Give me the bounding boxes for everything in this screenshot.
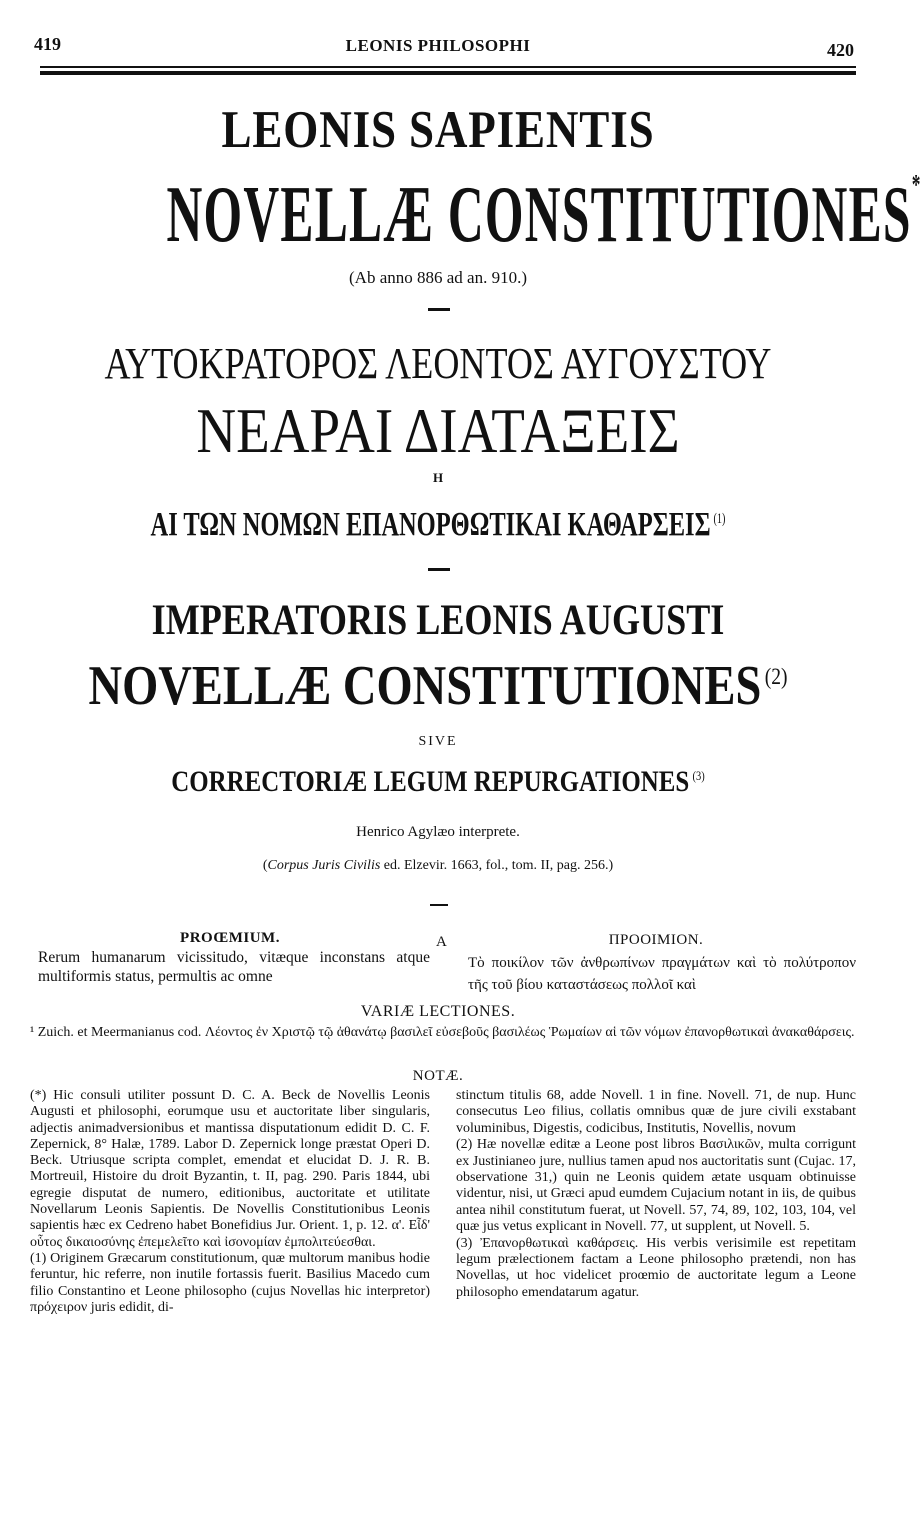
notae-heading: NOTÆ.	[412, 1068, 464, 1084]
prooemium-greek-text: Τὸ ποικίλον τῶν ἀνθρωπίνων πραγμάτων καὶ τὸ πολύτροπον τῆς τοῦ βίου καταστάσεως πολλοῖ καὶ	[468, 955, 856, 993]
running-title: LEONIS PHILOSOPHI	[345, 36, 531, 55]
separator-dash-1	[428, 308, 450, 311]
prooemium-greek-heading: ΠΡΟΟΙΜΙΟΝ.	[608, 932, 704, 948]
title-line-2: NOVELLÆ CONSTITUTIONES*	[166, 170, 922, 259]
note-2: (2) Hæ novellæ editæ a Leone post libros Βασιλικῶν, multa corrigunt ex Justinianeo jure, nullius tamen apud nos auctoritatis sunt (Cujac. 17, observatione 31,) quin ne Leonis quidem ætate usquam obtinuisse videntur, nisi, ut Græci apud eumdem Cujacium notant in iis, de quibus antea nihil constitutum fuerat, ut Novell. 57, 74, 89, 102, 103, 104, vel quæ jus vetus explicant in Novell. 77, ut supplent, ut Novell. 5.	[456, 1137, 856, 1235]
column-marker: A	[436, 934, 447, 950]
variae-lectiones-heading: VARIÆ LECTIONES.	[360, 1003, 516, 1020]
prooemium-latin-text: Rerum humanarum vicissitudo, vitæque inconstans atque multiformis status, permultis ac omne	[38, 949, 430, 985]
latin-title-line-2: NOVELLÆ CONSTITUTIONES $^{(2)}$	[88, 655, 788, 717]
footnote-ref-3: (3)	[692, 769, 705, 783]
latin-title-line-3: CORRECTORIÆ LEGUM REPURGATIONES $^{(3)}$	[171, 765, 705, 798]
footnote-ref-2: (2)	[764, 664, 788, 691]
notes-right-column	[456, 1088, 856, 1301]
greek-title-line-3: ΑΙ ΤΩΝ ΝΟΜΩΝ ΕΠΑΝΟΡΘΩΤΙΚΑΙ ΚΑΘΑΡΣΕΙΣ $^{(1)}$	[150, 506, 726, 543]
notes-left-column	[30, 1088, 430, 1316]
greek-title-line-2: ΝΕΑΡΑΙ ΔΙΑΤΑΞΕΙΣ	[196, 395, 680, 466]
separator-dash-2	[428, 568, 450, 571]
greek-title-or: Η	[432, 470, 444, 485]
title-line-1: LEONIS SAPIENTIS	[221, 101, 655, 159]
interpreter-line: Henrico Agylæo interprete.	[356, 824, 520, 840]
prooemium-latin-heading: PROŒMIUM.	[180, 930, 280, 946]
page-number-right: 420	[827, 40, 854, 60]
latin-title-line-1: IMPERATORIS LEONIS AUGUSTI	[151, 597, 725, 644]
note-1-continued: stinctum titulis 68, adde Novell. 1 in fine. Novell. 71, de nup. Hunc consecutus Leo filius, collatis omnibus quæ de jure civili exstabant voluminibus, Digestis, codicibus, Institutis, Novellis, novum	[456, 1088, 856, 1136]
page-number-left: 419	[34, 34, 61, 54]
separator-dash-3	[430, 904, 448, 906]
greek-title-line-1: ΑΥΤΟΚΡΑΤΟΡΟΣ ΛΕΟΝΤΟΣ ΑΥΓΟΥΣΤΟΥ	[104, 339, 772, 388]
footnote-ref-1: (1)	[713, 510, 726, 527]
latin-title-sive: SIVE	[418, 734, 458, 749]
title-asterisk: *	[911, 170, 922, 201]
variae-lectiones-text: ¹ Zuich. et Meermanianus cod. Λέοντος ἐν Χριστῷ τῷ ἀθανάτῳ βασιλεῖ εὐσεβοῦς βασιλέως Ῥωμαίων αἱ τῶν νόμων ἐπανορθωτικαὶ ἀνακαθάρσεις.	[30, 1025, 855, 1040]
source-line: (Corpus Juris Civilis ed. Elzevir. 1663, fol., tom. II, pag. 256.)	[262, 858, 614, 873]
header-rule-thin	[40, 66, 856, 68]
title-dates: (Ab anno 886 ad an. 910.)	[349, 268, 527, 287]
note-asterisk: (*) Hic consuli utiliter possunt D. C. A. Beck de Novellis Leonis Augusti et philosophi, eorumque usu et auctoritate liber singularis, adjectis animadversionibus et mantissa disputationum edidit D. C. F. Zepernick, 8° Halæ, 1789. Labor D. Zepernick longe præstat Operi D. Beck. Utriusque scripta complet, emendat et elucidat D. J. R. B. Mortreuil, Histoire du droit Byzantin, t. II, pag. 290. Paris 1844, ubi egregie disputat de numero, editionibus, auctoritate et utilitate Novellarum Leonis Sapientis. De Novellis Constitutionibus Leonis sapientis hæc ex Cedreno habet Bonefidius Jur. Orient. 1, p. 12. α'. Εἶδ' οὗτος δικαιοσύνης ἐπεμελεῖτο καὶ ἰσονομίαν ἐμπολιτεύεσθαι.	[30, 1088, 430, 1250]
note-3: (3) Ἐπανορθωτικαὶ καθάρσεις. His verbis verisimile est repetitam legum prælectionem factam a Leone philosopho prætendi, non has Novellas, ut hoc videlicet proœmio de auctoritate legum a Leone philosopho emendatarum agatur.	[456, 1235, 856, 1300]
header-rule-thick	[40, 71, 856, 75]
note-1: (1) Originem Græcarum constitutionum, quæ multorum manibus hodie feruntur, hic referre, non inutile fortassis fuerit. Basilius Macedo cum filio Constantino et Leone philosopho (cujus Novellas hic interpretor) πρόχειρον juris edidit, di-	[30, 1250, 430, 1315]
